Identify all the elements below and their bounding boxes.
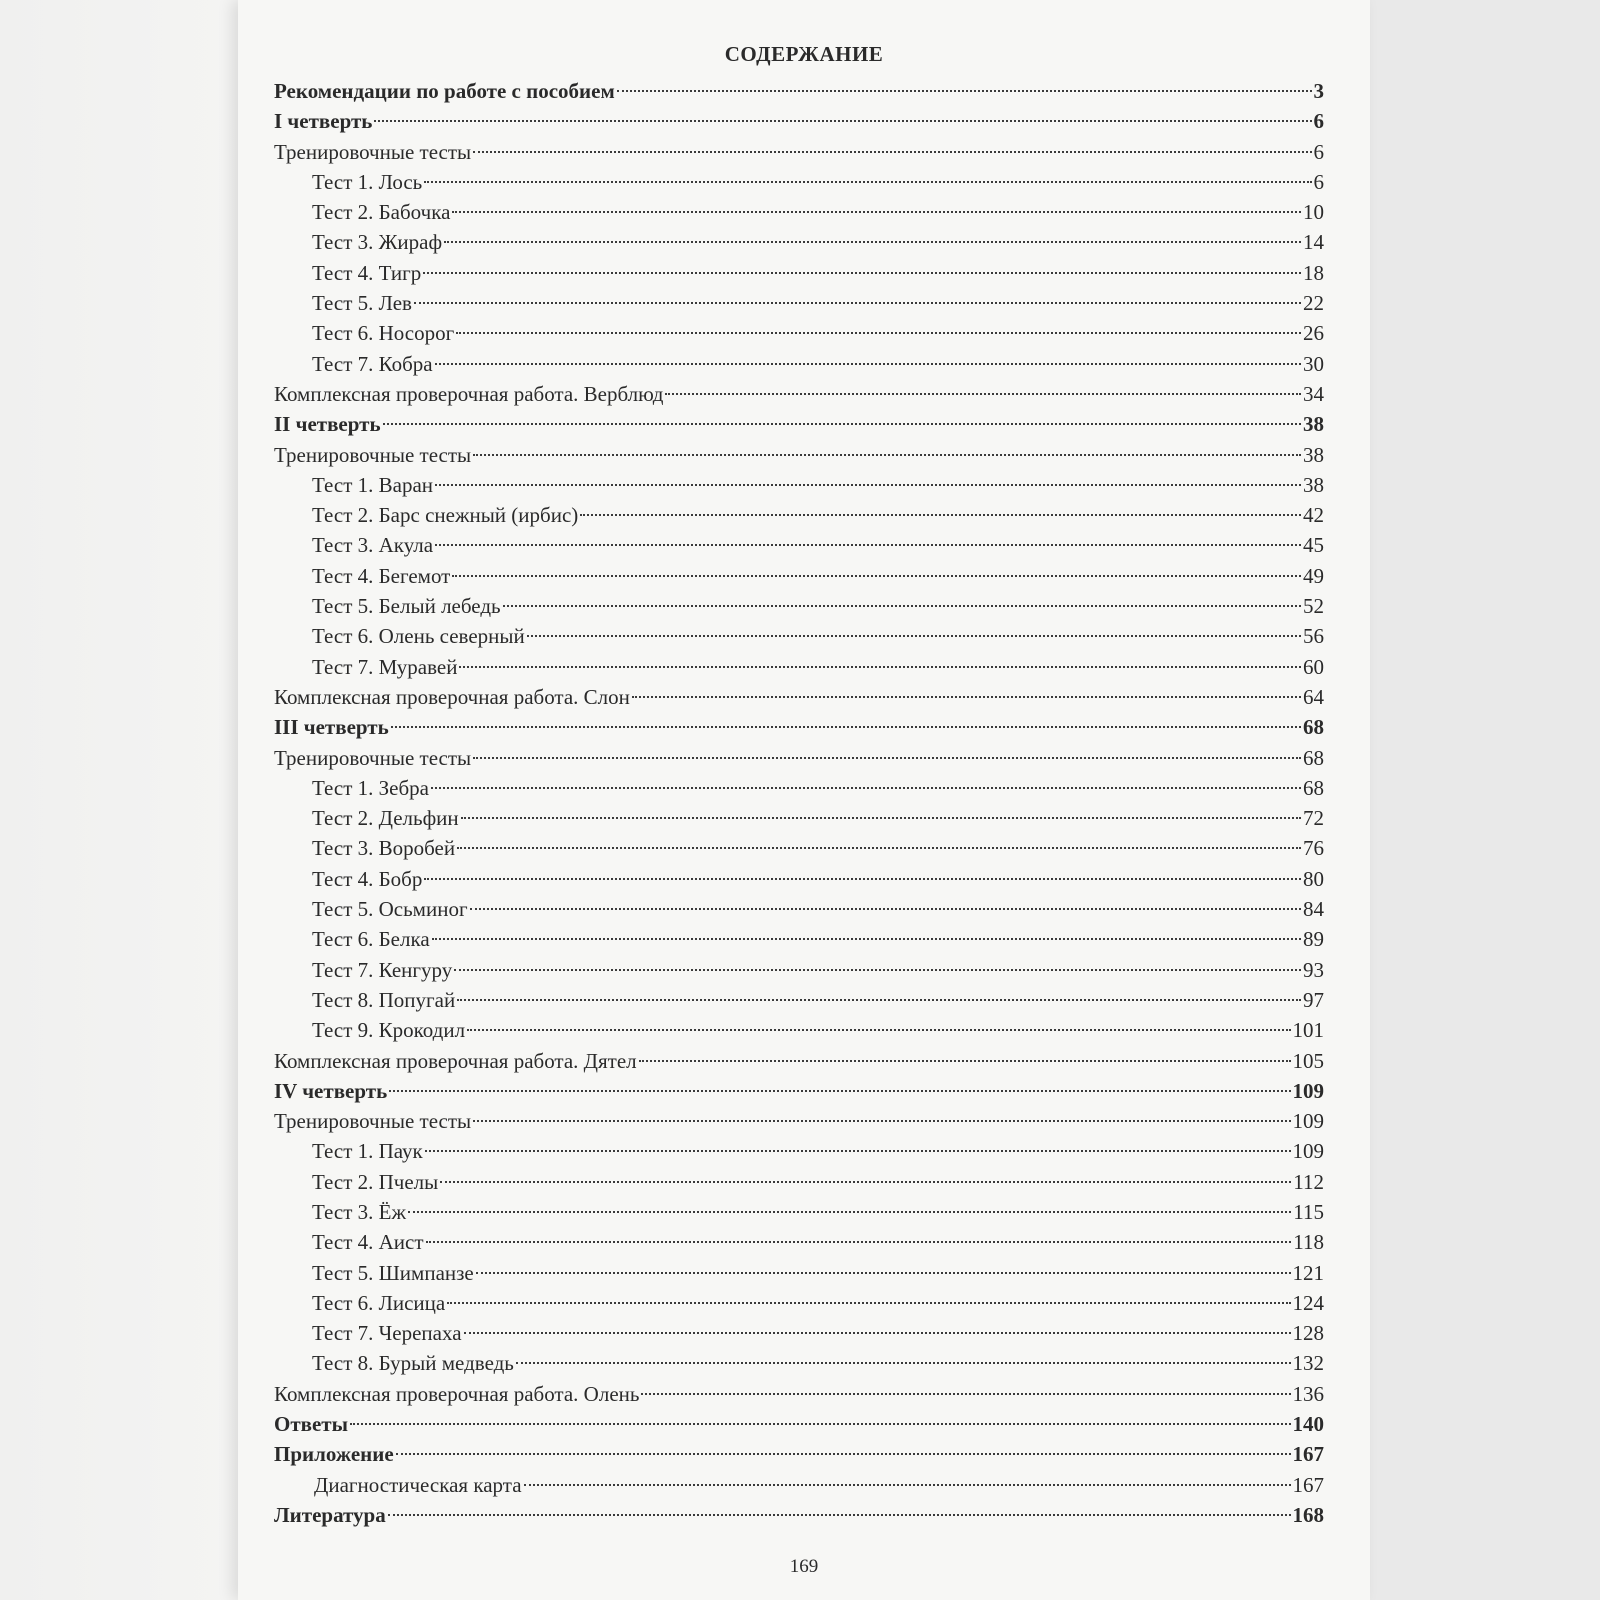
toc-entry-page: 34 [1303,381,1324,406]
toc-entry-label: Тест 8. Бурый медведь [312,1351,514,1376]
toc-entry-page: 97 [1303,987,1324,1012]
toc-entry-label: Комплексная проверочная работа. Олень [274,1381,640,1406]
toc-entry-page: 80 [1303,866,1324,891]
toc-entry-page: 38 [1303,472,1324,497]
toc-entry [274,1258,1324,1288]
toc-entry [274,743,1324,773]
toc-entry-label: Тест 7. Кобра [312,351,433,376]
toc-entry-page: 167 [1292,1442,1324,1467]
dot-leader [447,1301,1290,1304]
toc-entry-page: 140 [1292,1412,1324,1437]
toc-entry [274,470,1324,500]
dot-leader [452,574,1301,577]
toc-entry-label: Тренировочные тесты [274,1109,472,1134]
dot-leader [435,483,1301,486]
toc-entry-label: II четверть [274,412,381,437]
dot-leader [467,1028,1290,1031]
toc-entry-page: 132 [1292,1351,1324,1376]
toc-entry-label: Комплексная проверочная работа. Слон [274,684,630,709]
table-of-contents [274,76,1324,1530]
dot-leader [425,1149,1291,1152]
toc-entry-label: Тест 6. Лисица [312,1290,446,1315]
toc-entry [274,864,1324,894]
toc-entry-page: 14 [1303,230,1324,255]
dot-leader [470,907,1301,910]
toc-entry-label: Ответы [274,1412,349,1437]
toc-entry-page: 49 [1303,563,1324,588]
dot-leader [456,331,1301,334]
toc-entry [274,197,1324,227]
toc-entry-page: 6 [1313,139,1324,164]
toc-entry [274,985,1324,1015]
toc-entry-page: 6 [1313,109,1324,134]
toc-entry-page: 42 [1303,503,1324,528]
toc-entry [274,1136,1324,1166]
toc-entry-page: 68 [1303,745,1324,770]
dot-leader [423,271,1301,274]
toc-entry-label: Комплексная проверочная работа. Верблюд [274,381,664,406]
toc-entry-label: Тест 4. Тигр [312,260,422,285]
toc-entry-label: Тест 4. Аист [312,1230,424,1255]
toc-entry-label: Тест 2. Пчелы [312,1169,439,1194]
toc-entry [274,803,1324,833]
dot-leader [444,240,1301,243]
toc-entry-label: Комплексная проверочная работа. Дятел [274,1048,637,1073]
toc-entry-page: 109 [1292,1078,1324,1103]
toc-entry-label: Литература [274,1502,386,1527]
toc-entry-label: Тест 2. Бабочка [312,200,451,225]
dot-leader [374,119,1311,122]
toc-entry-page: 56 [1303,624,1324,649]
toc-entry-label: I четверть [274,109,373,134]
toc-entry-label: Тест 7. Черепаха [312,1321,462,1346]
toc-entry [274,682,1324,712]
toc-entry-page: 115 [1293,1199,1324,1224]
toc-entry [274,1288,1324,1318]
toc-entry [274,530,1324,560]
dot-leader [473,756,1301,759]
toc-entry [274,1227,1324,1257]
dot-leader [473,150,1311,153]
toc-entry-label: Тест 8. Попугай [312,987,456,1012]
dot-leader [457,998,1301,1001]
toc-entry-page: 167 [1292,1472,1324,1497]
toc-entry-label: Тест 4. Бегемот [312,563,451,588]
toc-entry-label: IV четверть [274,1078,388,1103]
toc-entry-label: Тест 1. Варан [312,472,434,497]
book-page [238,0,1370,1600]
page-title: СОДЕРЖАНИЕ [724,42,884,66]
toc-entry [274,1409,1324,1439]
toc-entry-page: 3 [1313,79,1324,103]
dot-leader [632,695,1301,698]
dot-leader [391,725,1301,728]
toc-entry-page: 60 [1303,654,1324,679]
toc-entry-label: Тренировочные тесты [274,442,472,467]
dot-leader [424,877,1301,880]
toc-entry [274,409,1324,439]
dot-leader [440,1180,1291,1183]
toc-entry-page: 168 [1292,1502,1324,1527]
toc-entry-label: Тренировочные тесты [274,139,472,164]
toc-entry [274,1318,1324,1348]
toc-entry-label: Тренировочные тесты [274,745,472,770]
dot-leader [459,665,1301,668]
dot-leader [408,1210,1291,1213]
toc-entry-label: Тест 7. Кенгуру [312,957,453,982]
toc-entry [274,591,1324,621]
left-margin [0,0,238,1600]
toc-entry-page: 10 [1303,200,1324,225]
dot-leader [389,1089,1290,1092]
dot-leader [350,1422,1290,1425]
dot-leader [435,543,1301,546]
dot-leader [435,362,1301,365]
toc-entry-label: Приложение [274,1442,394,1467]
toc-entry-label: Тест 5. Белый лебедь [312,594,501,619]
toc-entry-label: Тест 1. Лось [312,169,423,194]
toc-entry-page: 124 [1292,1290,1324,1315]
toc-entry-page: 128 [1292,1321,1324,1346]
toc-entry [274,106,1324,136]
toc-entry [274,652,1324,682]
toc-entry [274,500,1324,530]
toc-entry-label: Тест 7. Муравей [312,654,458,679]
toc-entry-page: 89 [1303,927,1324,952]
toc-entry-page: 93 [1303,957,1324,982]
toc-entry-page: 68 [1303,715,1324,740]
dot-leader [639,1059,1291,1062]
dot-leader [432,937,1301,940]
dot-leader [527,634,1301,637]
toc-entry-label: Тест 2. Барс снежный (ирбис) [312,503,579,528]
toc-entry-label: Тест 1. Паук [312,1139,423,1164]
toc-entry-label: Тест 6. Носорог [312,321,455,346]
toc-entry [274,1106,1324,1136]
toc-entry-page: 30 [1303,351,1324,376]
dot-leader [464,1331,1291,1334]
toc-entry-page: 38 [1303,412,1324,437]
toc-entry [274,288,1324,318]
toc-entry [274,561,1324,591]
toc-entry [274,1015,1324,1045]
toc-entry-label: Тест 6. Олень северный [312,624,525,649]
toc-entry-page: 72 [1303,806,1324,831]
toc-entry [274,1046,1324,1076]
dot-leader [461,816,1301,819]
toc-entry [274,1076,1324,1106]
page-number: 169 [789,1556,819,1577]
toc-entry-page: 45 [1303,533,1324,558]
toc-entry [274,924,1324,954]
dot-leader [580,513,1301,516]
toc-entry-label: Тест 6. Белка [312,927,430,952]
dot-leader [665,392,1301,395]
dot-leader [516,1361,1291,1364]
dot-leader [426,1240,1292,1243]
toc-entry-label: Тест 5. Шимпанзе [312,1260,474,1285]
toc-entry-label: III четверть [274,715,389,740]
dot-leader [503,604,1301,607]
toc-entry [274,167,1324,197]
toc-entry-label: Тест 5. Лев [312,291,412,316]
toc-entry-page: 68 [1303,775,1324,800]
toc-entry [274,379,1324,409]
toc-entry-label: Тест 1. Зебра [312,775,429,800]
toc-entry-label: Тест 4. Бобр [312,866,423,891]
dot-leader [617,89,1312,92]
toc-entry-label: Тест 3. Ёж [312,1199,406,1224]
toc-entry [274,1167,1324,1197]
dot-leader [476,1271,1291,1274]
toc-entry-page: 121 [1292,1260,1324,1285]
toc-entry-page: 84 [1303,897,1324,922]
toc-entry-page: 112 [1293,1169,1324,1194]
toc-entry-label: Тест 3. Воробей [312,836,456,861]
toc-entry [274,137,1324,167]
dot-leader [383,422,1301,425]
dot-leader [473,1119,1290,1122]
toc-entry [274,76,1324,106]
dot-leader [454,968,1301,971]
toc-entry [274,1439,1324,1469]
dot-leader [424,180,1311,183]
toc-entry [274,621,1324,651]
toc-entry-page: 101 [1292,1018,1324,1043]
toc-entry-page: 52 [1303,594,1324,619]
dot-leader [396,1452,1291,1455]
toc-entry-page: 136 [1292,1381,1324,1406]
toc-entry-page: 76 [1303,836,1324,861]
toc-entry-page: 6 [1313,169,1324,194]
dot-leader [457,846,1301,849]
toc-entry-page: 18 [1303,260,1324,285]
toc-entry [274,1197,1324,1227]
toc-entry-label: Диагностическая карта [314,1472,522,1497]
toc-entry [274,440,1324,470]
toc-entry [274,258,1324,288]
toc-entry [274,1470,1324,1500]
toc-entry [274,773,1324,803]
toc-entry-label: Тест 3. Жираф [312,230,443,255]
toc-entry-page: 109 [1292,1109,1324,1134]
toc-entry [274,227,1324,257]
toc-entry [274,712,1324,742]
toc-entry-page: 118 [1293,1230,1324,1255]
toc-entry-label: Рекомендации по работе с пособием [274,79,615,103]
toc-entry [274,318,1324,348]
dot-leader [524,1483,1291,1486]
toc-entry-page: 26 [1303,321,1324,346]
toc-entry [274,1500,1324,1530]
toc-entry-label: Тест 2. Дельфин [312,806,459,831]
toc-entry-page: 109 [1292,1139,1324,1164]
toc-entry [274,955,1324,985]
dot-leader [388,1513,1291,1516]
toc-entry [274,894,1324,924]
toc-entry-page: 22 [1303,291,1324,316]
dot-leader [414,301,1301,304]
toc-entry [274,833,1324,863]
toc-entry-page: 64 [1303,684,1324,709]
toc-entry-page: 38 [1303,442,1324,467]
toc-entry-label: Тест 3. Акула [312,533,434,558]
dot-leader [431,786,1301,789]
toc-entry-page: 105 [1292,1048,1324,1073]
toc-entry-label: Тест 9. Крокодил [312,1018,466,1043]
toc-entry [274,1348,1324,1378]
toc-entry [274,349,1324,379]
dot-leader [473,453,1301,456]
toc-entry-label: Тест 5. Осьминог [312,897,468,922]
dot-leader [452,210,1301,213]
toc-entry [274,1379,1324,1409]
dot-leader [641,1392,1290,1395]
